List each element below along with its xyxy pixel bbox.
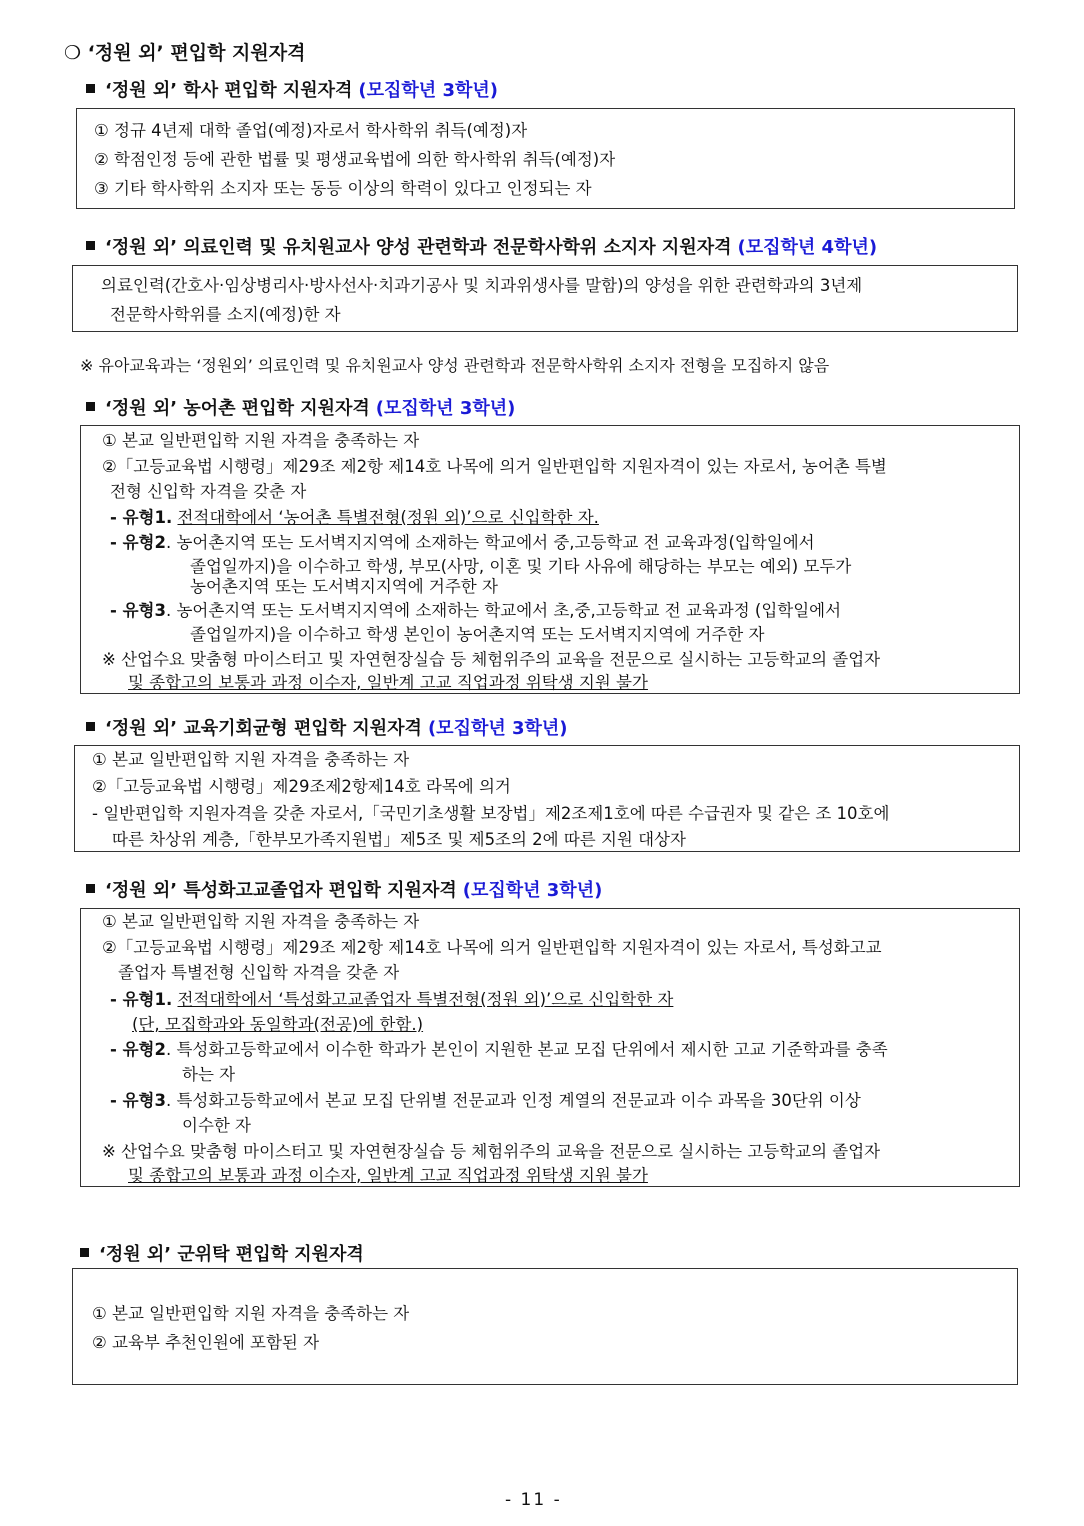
section-tag: (모집학년 3학년) (375, 398, 516, 419)
section-heading-bachelor (86, 76, 498, 102)
type-text: 전적대학에서 ‘특성화고교졸업자 특별전형(정원 외)’으로 신입학한 자 (177, 990, 674, 1009)
type-line (110, 601, 841, 621)
section-box-military (72, 1268, 1018, 1385)
box-line: ※ 산업수요 맞춤형 마이스터고 및 자연현장실습 등 체험위주의 교육을 전문으로 실시하는 고등학교의 졸업자 (102, 1142, 881, 1161)
section-tag: (모집학년 4학년) (737, 237, 878, 258)
section-title: ‘정원 외’ 학사 편입학 지원자격 (105, 80, 353, 101)
type-text: . 특성화고등학교에서 이수한 학과가 본인이 지원한 본교 모집 단위에서 제시한 고교 기준학과를 충족 (165, 1040, 888, 1059)
section-tag: (모집학년 3학년) (358, 80, 498, 101)
section-tag: (모집학년 3학년) (462, 880, 603, 901)
section-heading-rural (86, 394, 515, 420)
box-line: 하는 자 (182, 1065, 236, 1084)
type-line (110, 1040, 888, 1060)
square-bullet-icon (86, 884, 95, 893)
box-line: ②「고등교육법 시행령」제29조 제2항 제14호 나목에 의거 일반편입학 지원자격이 있는 자로서, 특성화고교 (102, 938, 882, 957)
box-line: ②「고등교육법 시행령」제29조제2항제14호 라목에 의거 (92, 777, 511, 796)
section-heading-vocational (86, 876, 602, 902)
box-line: 전형 신입학 자격을 갖춘 자 (110, 482, 307, 501)
section-title: ‘정원 외’ 특성화고교졸업자 편입학 지원자격 (105, 880, 457, 901)
type-line (110, 508, 599, 528)
box-line: 의료인력(간호사·임상병리사·방사선사·치과기공사 및 치과위생사를 말함)의 양성을 위한 관련학과의 3년제 (101, 276, 863, 295)
type-text: . 농어촌지역 또는 도서벽지지역에 소재하는 학교에서 초,중,고등학교 전 교육과정 (입학일에서 (165, 601, 842, 620)
page-number: - 11 - (505, 1490, 562, 1510)
box-line: 졸업일까지)을 이수하고 학생 본인이 농어촌지역 또는 도서벽지지역에 거주한 자 (190, 625, 765, 644)
section-title: ‘정원 외’ 의료인력 및 유치원교사 양성 관련학과 전문학사학위 소지자 지원자격 (105, 237, 732, 258)
box-line: ① 본교 일반편입학 지원 자격을 충족하는 자 (102, 912, 420, 931)
box-line: ① 본교 일반편입학 지원 자격을 충족하는 자 (102, 431, 420, 450)
section-heading-military (80, 1240, 364, 1266)
box-line: ② 학점인정 등에 관한 법률 및 평생교육법에 의한 학사학위 취득(예정)자 (94, 150, 616, 169)
type-text: . 농어촌지역 또는 도서벽지지역에 소재하는 학교에서 중,고등학교 전 교육과정(입학일에서 (165, 533, 815, 552)
section-title: ‘정원 외’ 군위탁 편입학 지원자격 (99, 1244, 364, 1265)
box-line: 및 종합고의 보통과 과정 이수자, 일반계 고교 직업과정 위탁생 지원 불가 (128, 673, 648, 692)
type-label: - 유형2 (110, 533, 166, 552)
section-tag: (모집학년 3학년) (427, 718, 568, 739)
box-line: ③ 기타 학사학위 소지자 또는 동등 이상의 학력이 있다고 인정되는 자 (94, 179, 592, 198)
box-line: ① 정규 4년제 대학 졸업(예정)자로서 학사학위 취득(예정)자 (94, 121, 528, 140)
type-line (110, 990, 673, 1010)
box-line: 따른 차상위 계층,「한부모가족지원법」제5조 및 제5조의 2에 따른 지원 대상자 (112, 830, 686, 849)
square-bullet-icon (80, 1248, 89, 1257)
section-title: ‘정원 외’ 농어촌 편입학 지원자격 (105, 398, 370, 419)
box-line: ② 교육부 추천인원에 포함된 자 (92, 1333, 320, 1352)
box-line: 및 종합고의 보통과 과정 이수자, 일반계 고교 직업과정 위탁생 지원 불가 (128, 1166, 648, 1185)
box-line: 이수한 자 (182, 1116, 252, 1135)
box-line: (단, 모집학과와 동일학과(전공)에 한함.) (132, 1015, 424, 1034)
box-line: ① 본교 일반편입학 지원 자격을 충족하는 자 (92, 1304, 410, 1323)
box-line: - 일반편입학 지원자격을 갖춘 자로서,「국민기초생활 보장법」제2조제1호에 따른 수급권자 및 같은 조 10호에 (92, 804, 890, 823)
type-line (110, 533, 815, 553)
type-label: - 유형1. (110, 990, 173, 1009)
section-title: ‘정원 외’ 교육기회균형 편입학 지원자격 (105, 718, 422, 739)
box-line: ②「고등교육법 시행령」제29조 제2항 제14호 나목에 의거 일반편입학 지원자격이 있는 자로서, 농어촌 특별 (102, 457, 887, 476)
type-label: - 유형1. (110, 508, 173, 527)
box-line: 졸업자 특별전형 신입학 자격을 갖춘 자 (118, 963, 400, 982)
square-bullet-icon (86, 84, 95, 93)
main-heading: ❍ ‘정원 외’ 편입학 지원자격 (64, 42, 306, 64)
type-text: 전적대학에서 ‘농어촌 특별전형(정원 외)’으로 신입학한 자. (177, 508, 599, 527)
square-bullet-icon (86, 722, 95, 731)
type-line (110, 1091, 861, 1111)
box-line: 전문학사학위를 소지(예정)한 자 (110, 305, 341, 324)
type-label: - 유형2 (110, 1040, 166, 1059)
type-label: - 유형3 (110, 601, 166, 620)
box-line: 농어촌지역 또는 도서벽지지역에 거주한 자 (190, 577, 498, 596)
square-bullet-icon (86, 241, 95, 250)
box-line: ※ 산업수요 맞춤형 마이스터고 및 자연현장실습 등 체험위주의 교육을 전문으로 실시하는 고등학교의 졸업자 (102, 650, 881, 669)
type-label: - 유형3 (110, 1091, 166, 1110)
box-line: 졸업일까지)을 이수하고 학생, 부모(사망, 이혼 및 기타 사유에 해당하는 부모는 예외) 모두가 (190, 557, 852, 576)
square-bullet-icon (86, 402, 95, 411)
type-text: . 특성화고등학교에서 본교 모집 단위별 전문교과 인정 계열의 전문교과 이수 과목을 30단위 이상 (165, 1091, 861, 1110)
box-line: ① 본교 일반편입학 지원 자격을 충족하는 자 (92, 750, 410, 769)
section-heading-opportunity (86, 714, 568, 740)
section-heading-medical (86, 233, 877, 259)
section-note: ※ 유아교육과는 ‘정원외’ 의료인력 및 유치원교사 양성 관련학과 전문학사학위 소지자 전형을 모집하지 않음 (80, 356, 830, 375)
